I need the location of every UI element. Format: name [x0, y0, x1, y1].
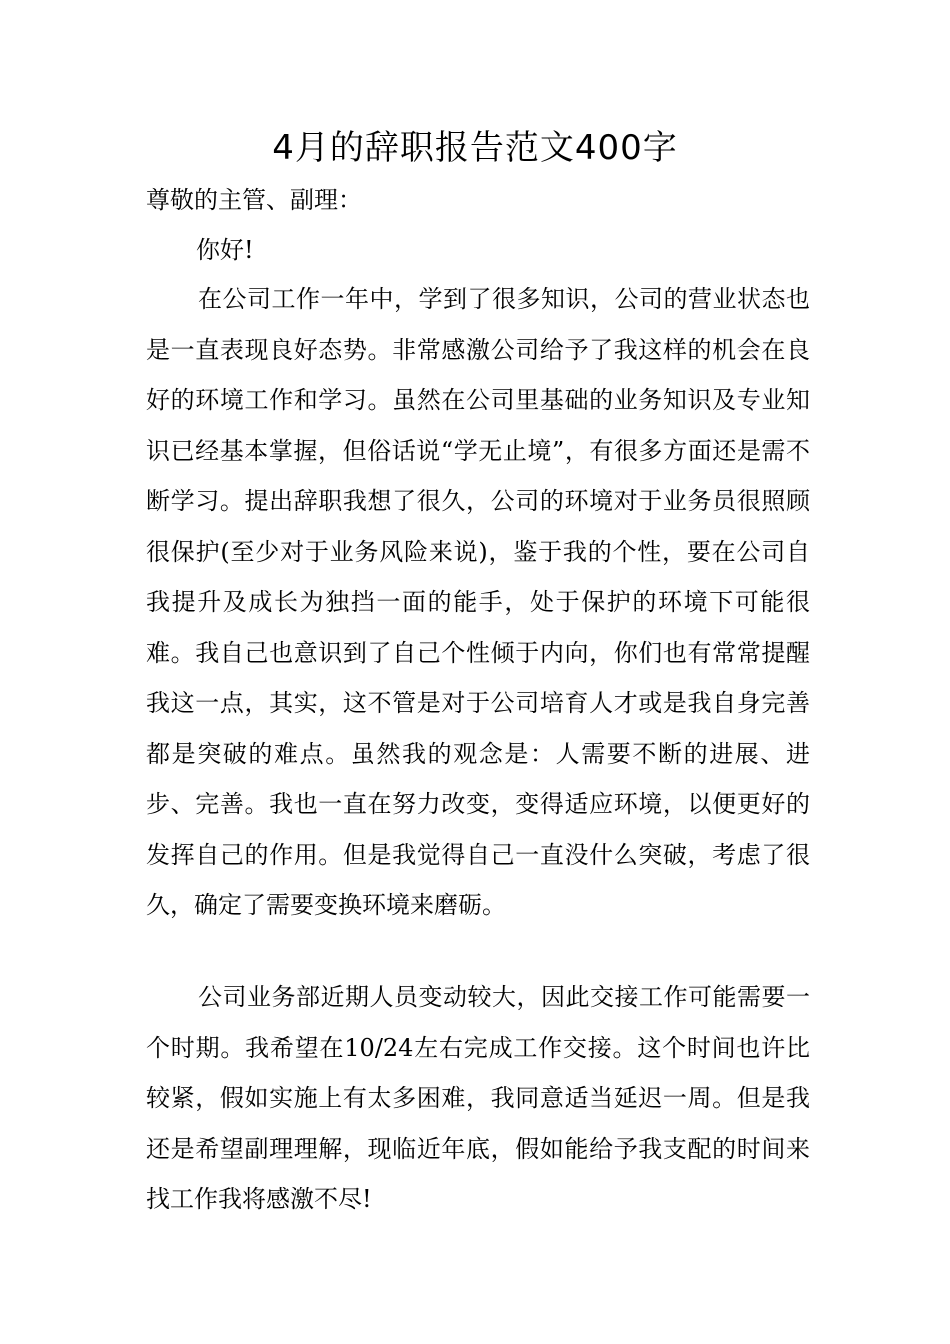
body-paragraph: 在公司工作一年中，学到了很多知识，公司的营业状态也是一直表现良好态势。非常感激公司给予了我这样的机会在良好的环境工作和学习。虽然在公司里基础的业务知识及专业知识已经基本掌握，但俗话说“学无止境”，有很多方面还是需不断学习。提出辞职我想了很久，公司的环境对于业务员很照顾很保护(至少对于业务风险来说)，鉴于我的个性，要在公司自我提升及成长为独挡一面的能手，处于保护的环境下可能很难。我自己也意识到了自己个性倾于内向，你们也有常常提醒我这一点，其实，这不管是对于公司培育人才或是我自身完善都是突破的难点。虽然我的观念是：人需要不断的进展、进步、完善。我也一直在努力改变，变得适应环境，以便更好的发挥自己的作用。但是我觉得自己一直没什么突破，考虑了很久，确定了需要变换环境来磨砺。 — [146, 285, 810, 919]
greeting: 你好! — [196, 236, 254, 264]
salutation: 尊敬的主管、副理： — [146, 186, 362, 214]
document-title: 4月的辞职报告范文400字 — [272, 128, 678, 168]
body-paragraph: 公司业务部近期人员变动较大，因此交接工作可能需要一个时期。我希望在10/24左右完成工作交接。这个时间也许比较紧，假如实施上有太多困难，我同意适当延迟一周。但是我还是希望副理理解，现临近年底，假如能给予我支配的时间来找工作我将感激不尽! — [146, 983, 810, 1213]
